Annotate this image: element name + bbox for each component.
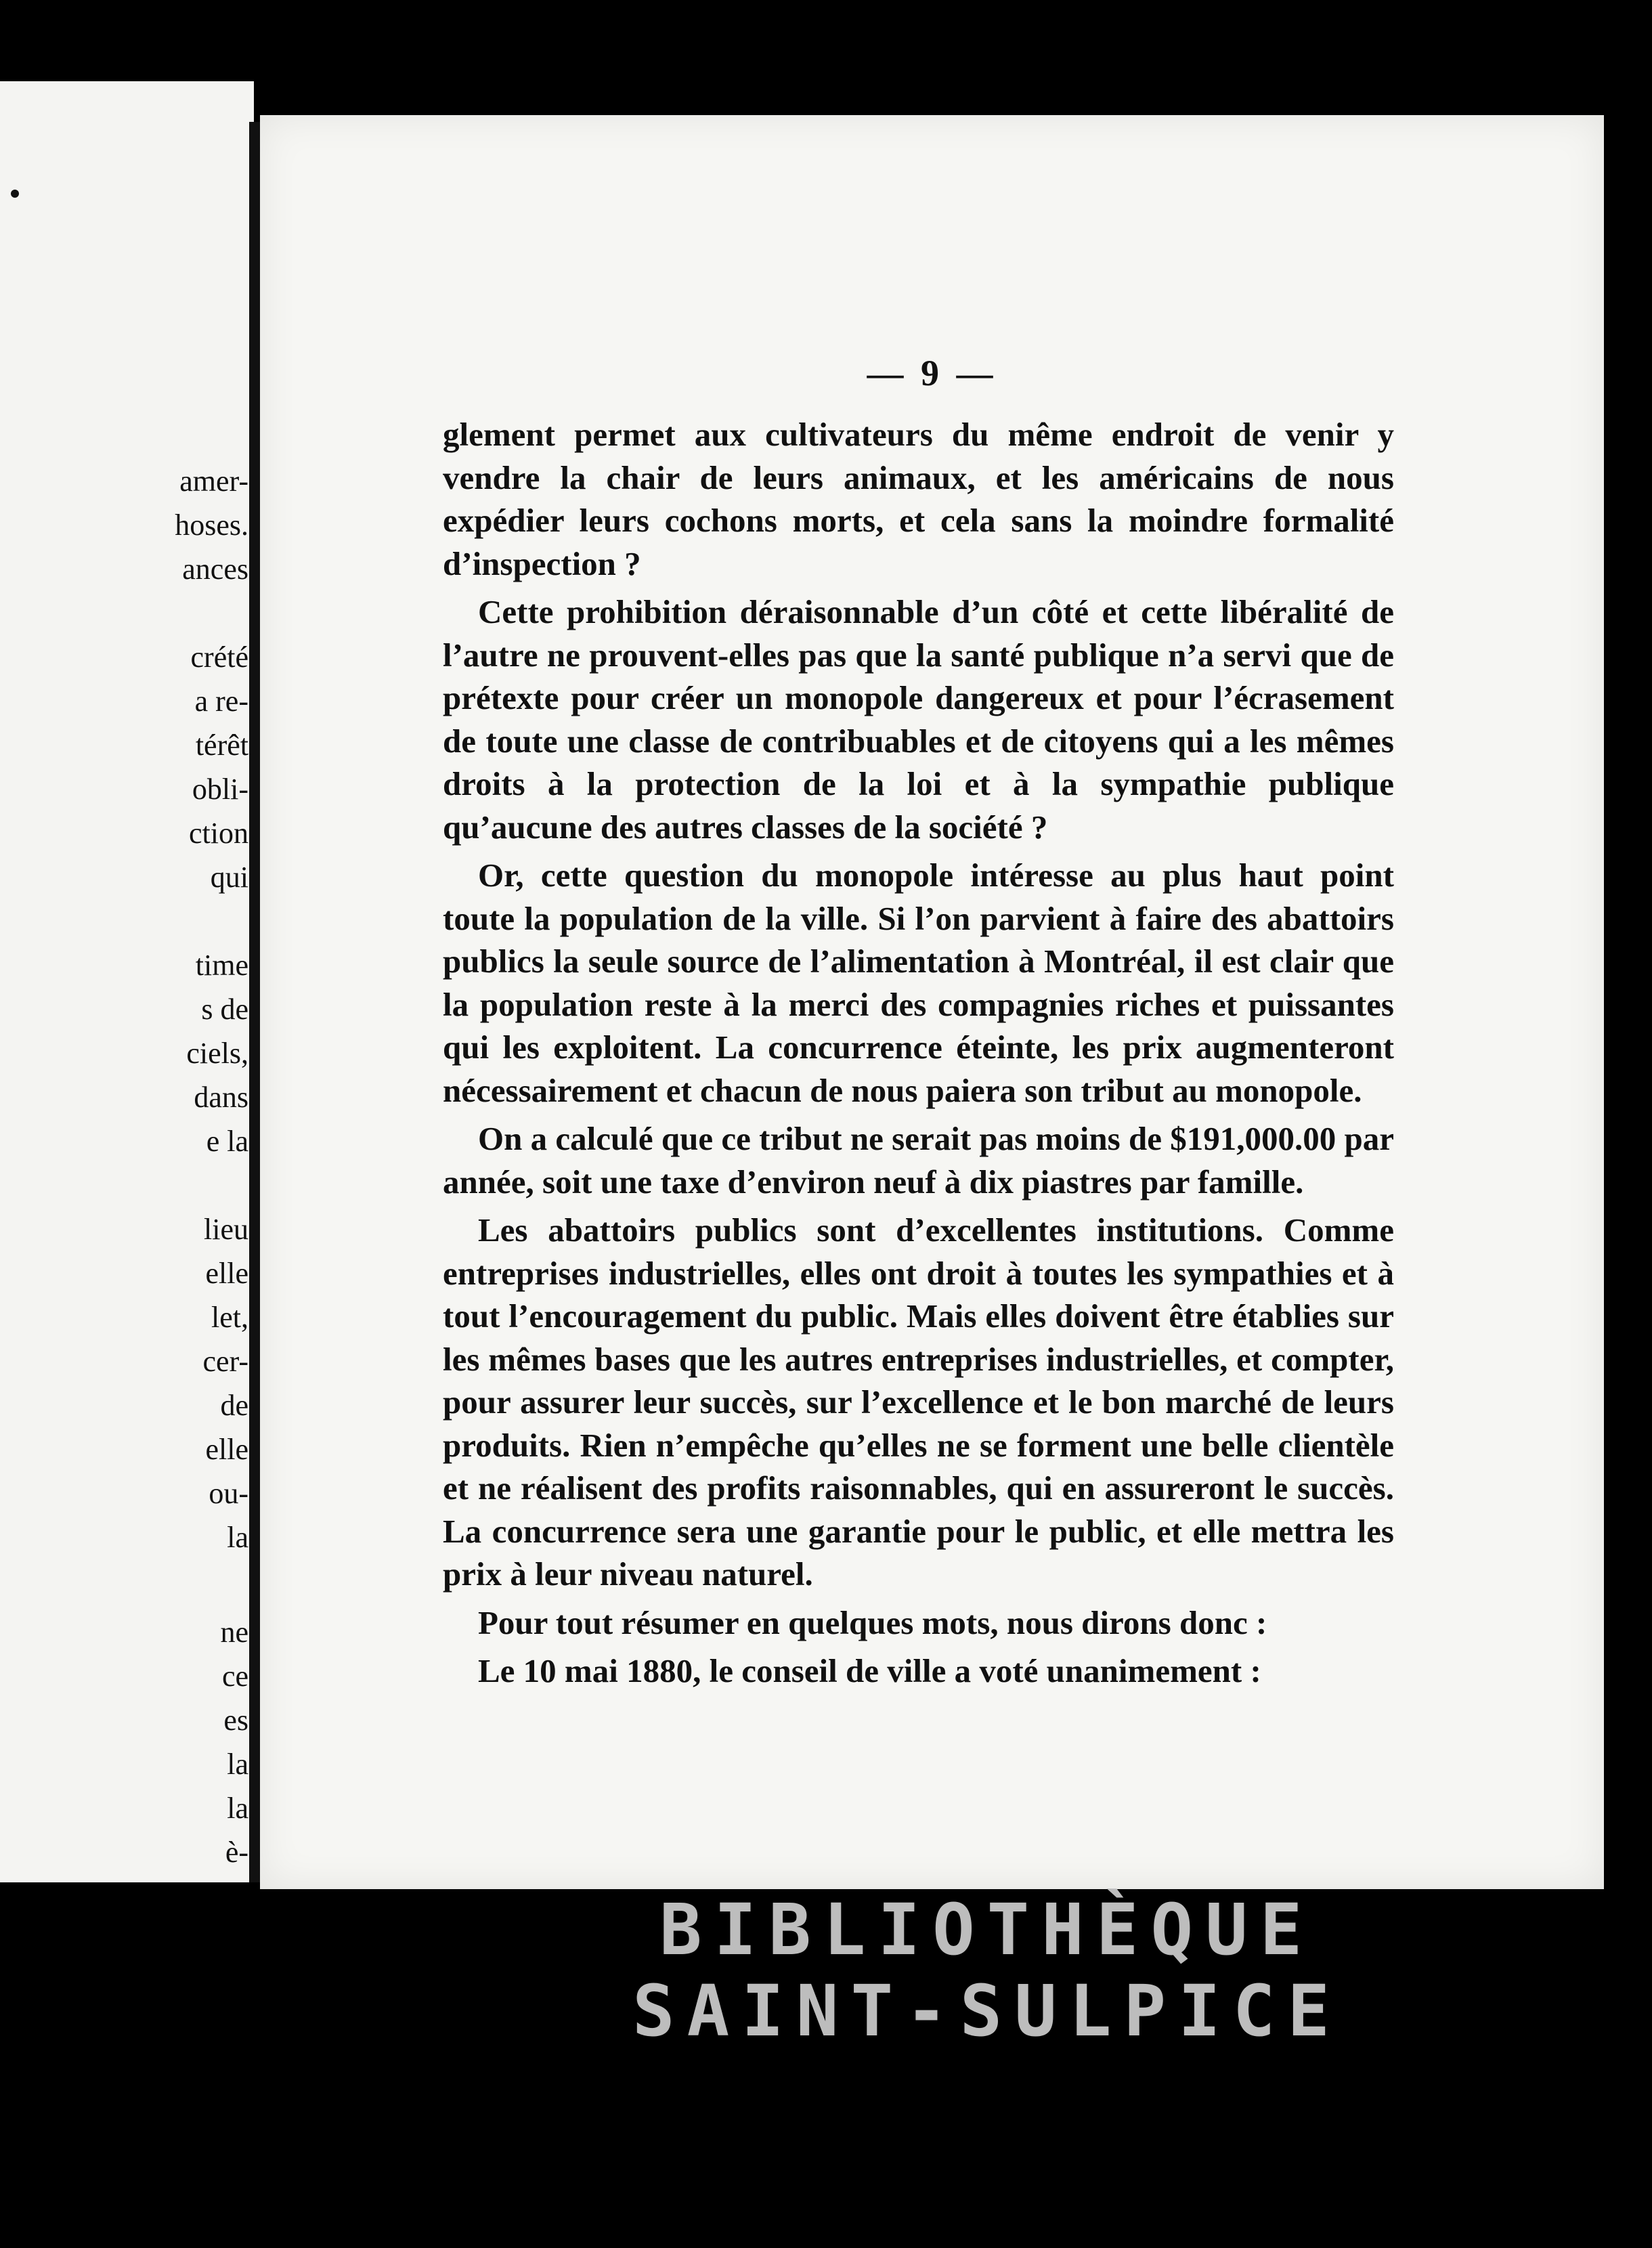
left-line: è- xyxy=(225,1836,248,1869)
book-page xyxy=(260,115,1604,2052)
left-line: let, xyxy=(211,1301,248,1334)
left-line: dans xyxy=(194,1081,248,1114)
paragraph: Pour tout résumer en quelques mots, nous dirons donc : xyxy=(478,1603,1267,1641)
paragraph: Les abattoirs publics sont d’excellentes institutions. Comme entreprises industrielles, elles ont droit à toutes les sympathies et à tout l’encouragement du public. Mais elles doivent être établies sur les mêmes bases que les autres entreprises industrielles, et compter, pour assurer leur succès, sur l’excellence et le bon marché de leurs produits. Rien n’empêche qu’elles ne se forment une belle clientèle et ne réalisent des profits raisonnables, qui en assureront le succès. La concurrence sera une garantie pour le public, et elle mettra les prix à leur niveau naturel. xyxy=(443,1211,1394,1593)
left-line: la xyxy=(227,1748,248,1781)
left-line: time xyxy=(195,949,248,982)
left-line: ances xyxy=(182,553,248,586)
book-spine xyxy=(249,122,260,1882)
left-line: ou- xyxy=(209,1477,248,1510)
library-stamp xyxy=(632,1888,1342,2052)
paragraph: glement permet aux cultivateurs du même endroit de venir y vendre la chair de leurs animaux, et les américains de nous expédier leurs cochons morts, et cela sans la moindre formalité d’inspection ? xyxy=(443,416,1394,582)
left-line: obli- xyxy=(192,773,248,806)
left-line: la xyxy=(227,1792,248,1825)
paragraph: On a calculé que ce tribut ne serait pas moins de $191,000.00 par année, soit une taxe d’environ neuf à dix piastres par famille. xyxy=(443,1120,1394,1201)
paragraph: Cette prohibition déraisonnable d’un côté et cette libéralité de l’autre ne prouvent-elles pas que la santé publique n’a servi que de prétexte pour créer un monopole dangereux et pour l’écrasement de toute une classe de contribuables et de citoyens qui a les mêmes droits à la protection de la loi et à la sympathie publique qu’aucune des autres classes de la société ? xyxy=(443,593,1394,846)
paragraph: Le 10 mai 1880, le conseil de ville a voté unanimement : xyxy=(478,1652,1261,1689)
left-line: la xyxy=(227,1521,248,1554)
left-line: cer- xyxy=(202,1345,248,1378)
left-line: es xyxy=(223,1704,248,1737)
left-line: ne xyxy=(220,1616,248,1649)
left-line: a re- xyxy=(194,685,248,718)
left-line: lieu xyxy=(204,1213,248,1246)
left-line: de xyxy=(220,1389,248,1422)
left-line: hoses. xyxy=(175,509,248,542)
left-page-fragment xyxy=(0,81,254,1882)
left-line: e la xyxy=(206,1125,248,1158)
left-line: crété xyxy=(190,641,248,674)
left-line: s de xyxy=(201,993,248,1026)
stamp-line: SAINT-SULPICE xyxy=(632,1970,1342,2052)
left-line: qui xyxy=(210,861,248,894)
left-line: elle xyxy=(205,1257,248,1290)
left-line: ciels, xyxy=(186,1037,248,1070)
left-line: ction xyxy=(189,817,248,850)
left-line: térêt xyxy=(195,729,248,762)
stamp-line: BIBLIOTHÈQUE xyxy=(659,1888,1315,1971)
left-line: elle xyxy=(205,1433,248,1466)
left-line: ce xyxy=(221,1660,248,1693)
left-line: amer- xyxy=(179,464,248,498)
paragraph: Or, cette question du monopole intéresse au plus haut point toute la population de la ville. Si l’on parvient à faire des abattoirs publics la seule source de l’alimentation à Montréal, il est clair que la population reste à la merci des compagnies riches et puissantes qui les exploitent. La concurrence éteinte, les prix augmenteront nécessairement et chacun de nous paiera son tribut au monopole. xyxy=(443,857,1394,1109)
page-number: — 9 — xyxy=(867,353,997,393)
ink-dot xyxy=(11,190,19,198)
page-text xyxy=(443,413,1394,1698)
